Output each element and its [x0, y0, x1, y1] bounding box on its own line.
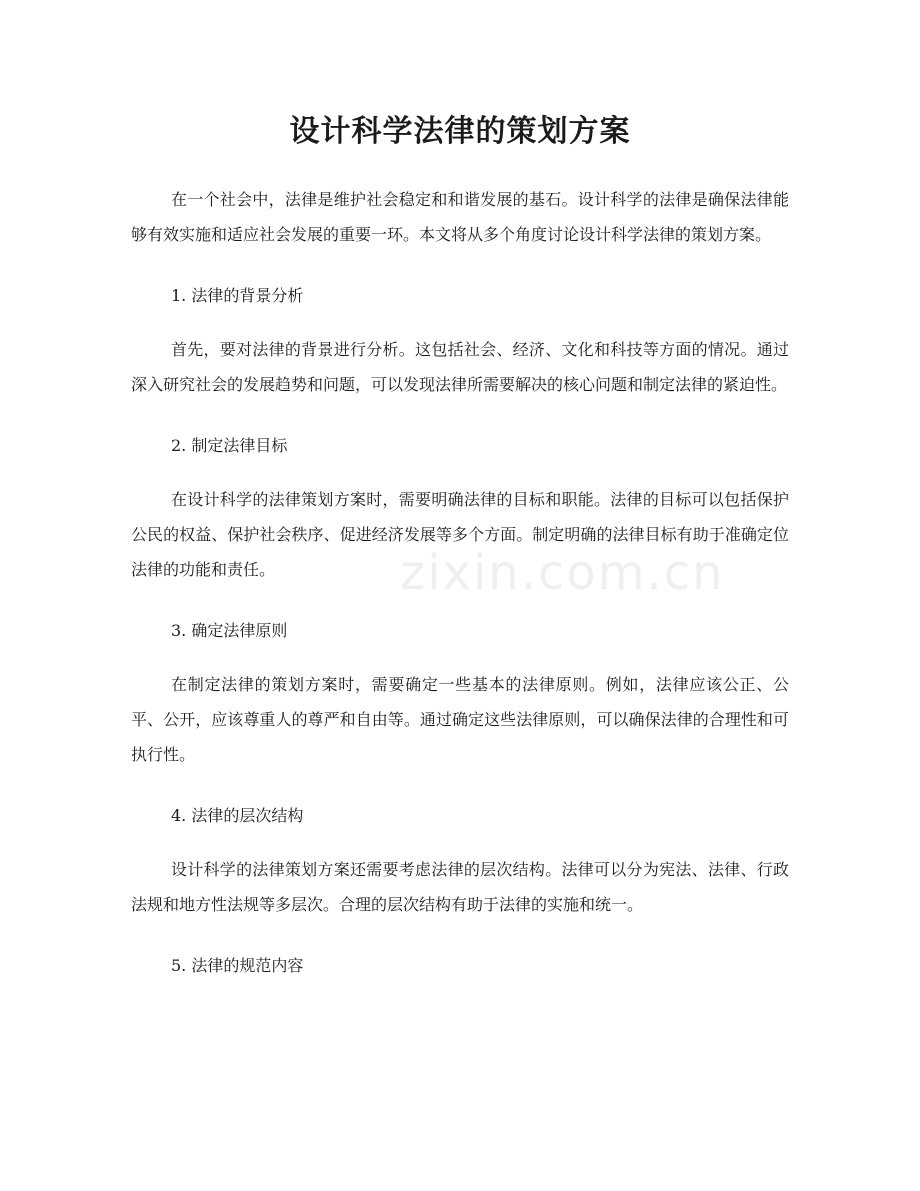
intro-paragraph: 在一个社会中，法律是维护社会稳定和和谐发展的基石。设计科学的法律是确保法律能够有效实施和适应社会发展的重要一环。本文将从多个角度讨论设计科学法律的策划方案。 — [131, 190, 789, 244]
section-body-4: 设计科学的法律策划方案还需要考虑法律的层次结构。法律可以分为宪法、法律、行政法规和地方性法规等多层次。合理的层次结构有助于法律的实施和统一。 — [131, 860, 789, 914]
section-body-3: 在制定法律的策划方案时，需要确定一些基本的法律原则。例如，法律应该公正、公平、公开，应该尊重人的尊严和自由等。通过确定这些法律原则，可以确保法律的合理性和可执行性。 — [131, 675, 789, 764]
document-body — [131, 182, 789, 1002]
section-heading-1: 1. 法律的背景分析 — [171, 286, 304, 305]
section-heading-5: 5. 法律的规范内容 — [171, 956, 304, 975]
section-body-2: 在设计科学的法律策划方案时，需要明确法律的目标和职能。法律的目标可以包括保护公民的权益、保护社会秩序、促进经济发展等多个方面。制定明确的法律目标有助于准确定位法律的功能和责任。 — [131, 490, 789, 579]
section-body-1: 首先，要对法律的背景进行分析。这包括社会、经济、文化和科技等方面的情况。通过深入研究社会的发展趋势和问题，可以发现法律所需要解决的核心问题和制定法律的紧迫性。 — [131, 340, 789, 394]
watermark: zixin.com.cn — [400, 545, 725, 601]
document-title: 设计科学法律的策划方案 — [289, 114, 631, 149]
section-heading-4: 4. 法律的层次结构 — [171, 806, 304, 825]
section-heading-3: 3. 确定法律原则 — [171, 621, 288, 640]
section-heading-2: 2. 制定法律目标 — [171, 436, 288, 455]
